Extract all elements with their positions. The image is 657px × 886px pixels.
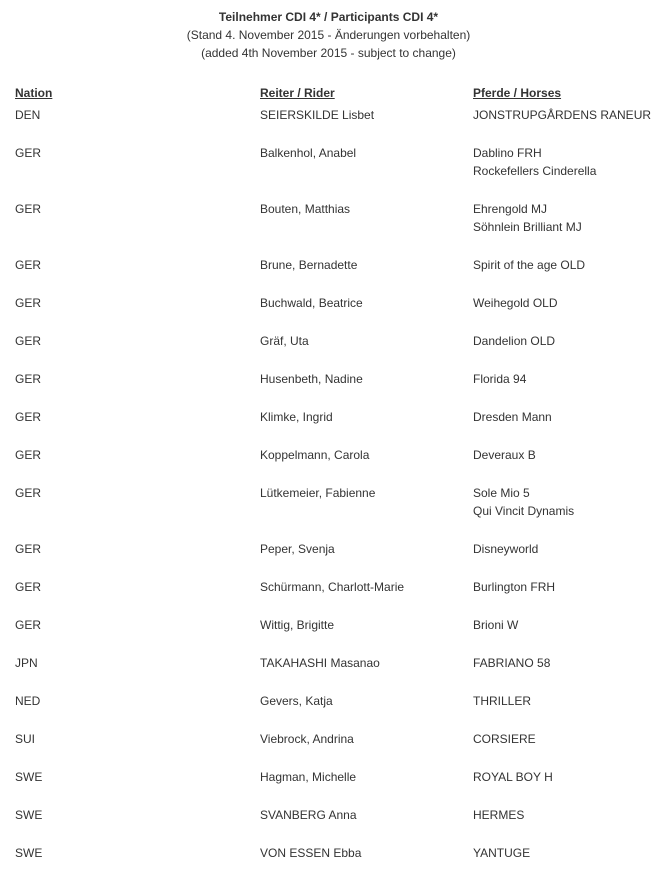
horses-cell [473, 730, 536, 748]
horse-name: JONSTRUPGÅRDENS RANEUR [473, 108, 652, 122]
rider-cell: Gräf, Uta [260, 334, 309, 348]
horse-name: Rockefellers Cinderella [473, 164, 597, 178]
nation-cell: GER [15, 202, 42, 216]
subtitle-english: (added 4th November 2015 - subject to change) [201, 46, 456, 60]
nation-cell: SUI [15, 732, 36, 746]
nation-cell: SWE [15, 808, 43, 822]
document-header [0, 8, 657, 62]
rider-cell: Peper, Svenja [260, 542, 335, 556]
horses-cell [473, 370, 526, 388]
rider-cell: SVANBERG Anna [260, 808, 357, 822]
horse-name: Deveraux B [473, 448, 536, 462]
horse-name: Ehrengold MJ [473, 202, 548, 216]
horses-cell [473, 540, 538, 558]
rider-cell: Lütkemeier, Fabienne [260, 486, 376, 500]
rider-cell: Viebrock, Andrina [260, 732, 354, 746]
rider-cell: Balkenhol, Anabel [260, 146, 357, 160]
rider-cell: Hagman, Michelle [260, 770, 357, 784]
horses-cell [473, 144, 596, 180]
horse-name: ROYAL BOY H [473, 770, 553, 784]
horse-name: HERMES [473, 808, 525, 822]
horses-cell [473, 844, 530, 862]
horse-name: Sole Mio 5 [473, 486, 530, 500]
rider-cell: Husenbeth, Nadine [260, 372, 363, 386]
horse-name: Weihegold OLD [473, 296, 558, 310]
horses-cell [473, 768, 553, 786]
horses-cell [473, 446, 536, 464]
rider-cell: Buchwald, Beatrice [260, 296, 363, 310]
rider-cell: Koppelmann, Carola [260, 448, 370, 462]
nation-cell: GER [15, 258, 42, 272]
nation-cell: SWE [15, 770, 43, 784]
nation-cell: GER [15, 486, 42, 500]
nation-cell: GER [15, 410, 42, 424]
horse-name: Dresden Mann [473, 410, 552, 424]
nation-cell: GER [15, 448, 42, 462]
horse-name: Disneyworld [473, 542, 539, 556]
horses-cell [473, 256, 585, 274]
nation-cell: GER [15, 334, 42, 348]
nation-cell: SWE [15, 846, 43, 860]
horse-name: YANTUGE [473, 846, 531, 860]
nation-cell: DEN [15, 108, 41, 122]
column-header-nation: Nation [15, 86, 53, 100]
horses-cell [473, 484, 574, 520]
column-header-horses: Pferde / Horses [473, 86, 562, 100]
horses-cell [473, 806, 524, 824]
horse-name: THRILLER [473, 694, 532, 708]
horse-name: Söhnlein Brilliant MJ [473, 220, 582, 234]
horse-name: Spirit of the age OLD [473, 258, 586, 272]
horse-name: Qui Vincit Dynamis [473, 504, 575, 518]
rider-cell: Gevers, Katja [260, 694, 333, 708]
rider-cell: TAKAHASHI Masanao [260, 656, 380, 670]
horse-name: Burlington FRH [473, 580, 556, 594]
nation-cell: GER [15, 618, 42, 632]
nation-cell: GER [15, 296, 42, 310]
rider-cell: Wittig, Brigitte [260, 618, 335, 632]
horse-name: Dablino FRH [473, 146, 542, 160]
horses-cell [473, 692, 531, 710]
subtitle-german: (Stand 4. November 2015 - Änderungen vorbehalten) [186, 28, 471, 42]
rider-cell: Schürmann, Charlott-Marie [260, 580, 405, 594]
horses-cell [473, 294, 558, 312]
nation-cell: GER [15, 372, 42, 386]
horses-cell [473, 616, 518, 634]
rider-cell: Klimke, Ingrid [260, 410, 333, 424]
rider-cell: Brune, Bernadette [260, 258, 358, 272]
nation-cell: GER [15, 580, 42, 594]
nation-cell: JPN [15, 656, 38, 670]
horse-name: FABRIANO 58 [473, 656, 551, 670]
horse-name: Brioni W [473, 618, 519, 632]
nation-cell: NED [15, 694, 41, 708]
rider-cell: VON ESSEN Ebba [260, 846, 362, 860]
rider-cell: Bouten, Matthias [260, 202, 351, 216]
horse-name: Florida 94 [473, 372, 527, 386]
horse-name: CORSIERE [473, 732, 536, 746]
rider-cell: SEIERSKILDE Lisbet [260, 108, 375, 122]
horses-cell [473, 578, 555, 596]
horses-cell [473, 332, 555, 350]
nation-cell: GER [15, 542, 42, 556]
horses-cell [473, 106, 651, 124]
document-title: Teilnehmer CDI 4* / Participants CDI 4* [218, 10, 439, 24]
column-header-rider: Reiter / Rider [260, 86, 335, 100]
horses-cell [473, 654, 550, 672]
horse-name: Dandelion OLD [473, 334, 556, 348]
nation-cell: GER [15, 146, 42, 160]
horses-cell [473, 200, 582, 236]
horses-cell [473, 408, 552, 426]
